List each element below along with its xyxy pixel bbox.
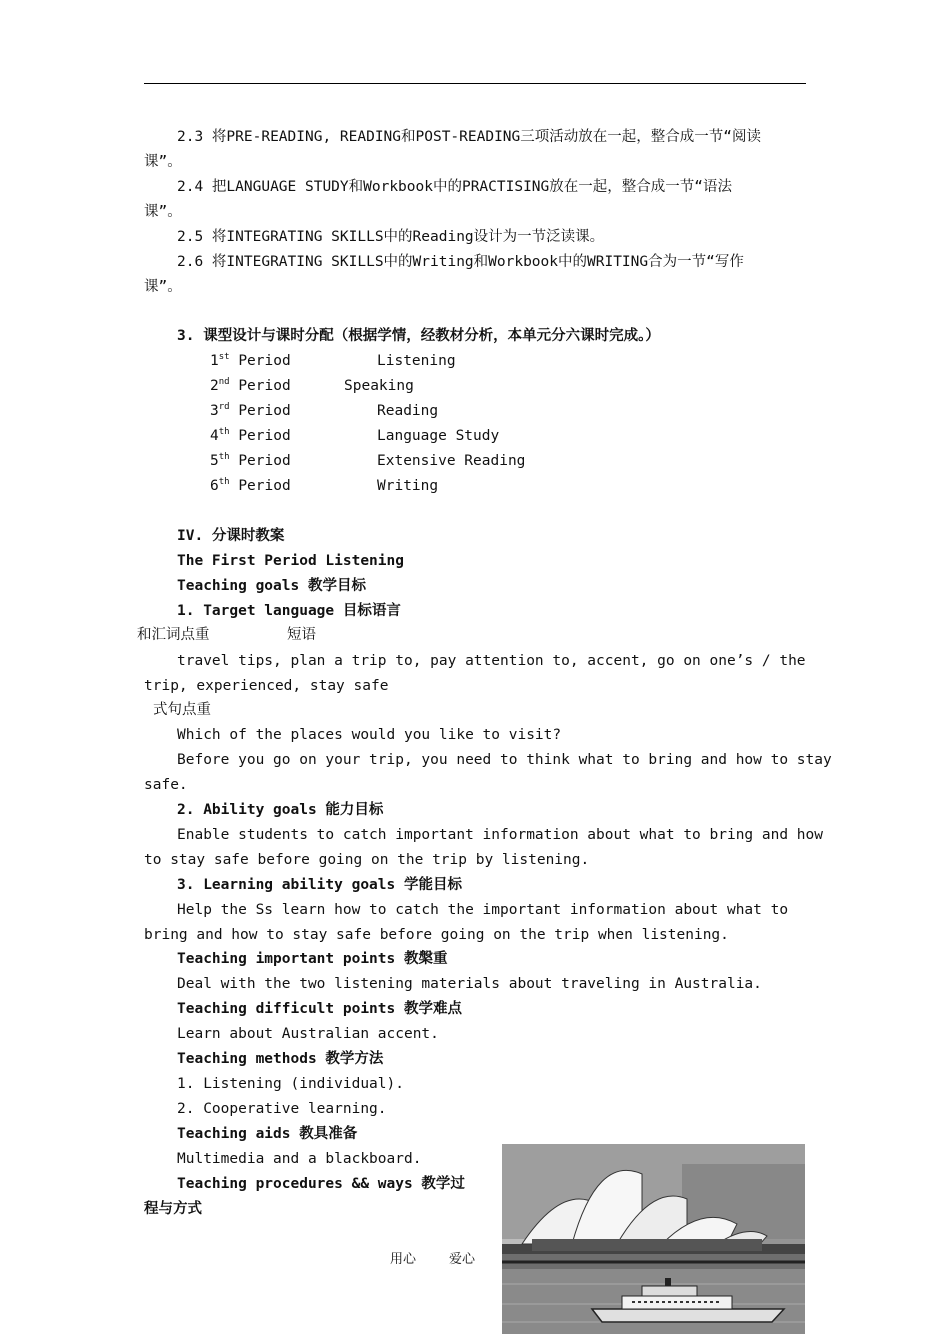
period-4: 4th Period (210, 427, 291, 444)
difficult-points-heading: Teaching difficult points 教学难点 (177, 1001, 462, 1017)
vocab-line2: trip, experienced, stay safe (144, 678, 389, 694)
period-6-activity: Writing (377, 478, 439, 494)
period-4-activity: Language Study (377, 428, 500, 444)
procedures-heading-line1: Teaching procedures && ways 教学过 (177, 1176, 465, 1192)
footer-left: 用心 (390, 1252, 417, 1267)
sentence-1: Which of the places would you like to visit? (177, 727, 562, 743)
period-6: 6th Period (210, 477, 291, 494)
vocab-line1: travel tips, plan a trip to, pay attention to, accent, go on one’s / the (177, 653, 806, 669)
learning-line1: Help the Ss learn how to catch the important information about what to (177, 902, 789, 918)
vocab-label: 和汇词点重 (137, 627, 210, 643)
section-2-5-line1: 2.5 将INTEGRATING SKILLS中的Reading设计为一节泛读课。 (177, 229, 605, 245)
sentence-label: 式句点重 (153, 702, 211, 718)
section-iv-heading: IV. 分课时教案 (177, 528, 285, 544)
learning-goals-heading: 3. Learning ability goals 学能目标 (177, 877, 462, 893)
sydney-opera-house-photo (502, 1144, 805, 1334)
header-rule (144, 83, 806, 84)
phrase-label: 短语 (287, 627, 316, 643)
section-2-6-line2: 课”。 (144, 279, 182, 295)
section-2-4-line1: 2.4 把LANGUAGE STUDY和Workbook中的PRACTISING放在一起，整合成一节“语法 (177, 179, 732, 195)
section-2-4-line2: 课”。 (144, 204, 182, 220)
difficult-points-text: Learn about Australian accent. (177, 1026, 439, 1042)
important-points-text: Deal with the two listening materials about traveling in Australia. (177, 976, 762, 992)
teaching-aids-text: Multimedia and a blackboard. (177, 1151, 422, 1167)
ability-line1: Enable students to catch important information about what to bring and how (177, 827, 824, 843)
period-5-activity: Extensive Reading (377, 453, 526, 469)
footer-right: 爱心 (449, 1252, 476, 1267)
teaching-methods-heading: Teaching methods 教学方法 (177, 1051, 384, 1067)
period-2: 2nd Period (210, 377, 291, 394)
method-2: 2. Cooperative learning. (177, 1101, 387, 1117)
course-design-heading: 3. 课型设计与课时分配（根据学情，经教材分析，本单元分六课时完成。） (177, 328, 660, 344)
period-title: The First Period Listening (177, 553, 404, 569)
procedures-heading-line2: 程与方式 (144, 1201, 202, 1217)
period-5: 5th Period (210, 452, 291, 469)
ability-goals-heading: 2. Ability goals 能力目标 (177, 802, 384, 818)
teaching-goals-heading: Teaching goals 教学目标 (177, 578, 366, 594)
section-2-3-line2: 课”。 (144, 154, 182, 170)
teaching-aids-heading: Teaching aids 教具准备 (177, 1126, 358, 1142)
section-2-6-line1: 2.6 将INTEGRATING SKILLS中的Writing和Workbook中的WRITING合为一节“写作 (177, 254, 744, 270)
sentence-2-line1: Before you go on your trip, you need to think what to bring and how to stay (177, 752, 832, 768)
period-3-activity: Reading (377, 403, 439, 419)
target-language-heading: 1. Target language 目标语言 (177, 603, 401, 619)
section-2-3-line1: 2.3 将PRE-READING, READING和POST-READING三项活动放在一起，整合成一节“阅读 (177, 129, 761, 145)
period-3: 3rd Period (210, 402, 291, 419)
method-1: 1. Listening (individual). (177, 1076, 404, 1092)
period-2-activity: Speaking (344, 378, 414, 394)
learning-line2: bring and how to stay safe before going on the trip when listening. (144, 927, 729, 943)
period-1: 1st Period (210, 352, 291, 369)
period-1-activity: Listening (377, 353, 456, 369)
sentence-2-line2: safe. (144, 777, 188, 793)
important-points-heading: Teaching important points 教槃重 (177, 951, 448, 967)
ability-line2: to stay safe before going on the trip by listening. (144, 852, 590, 868)
